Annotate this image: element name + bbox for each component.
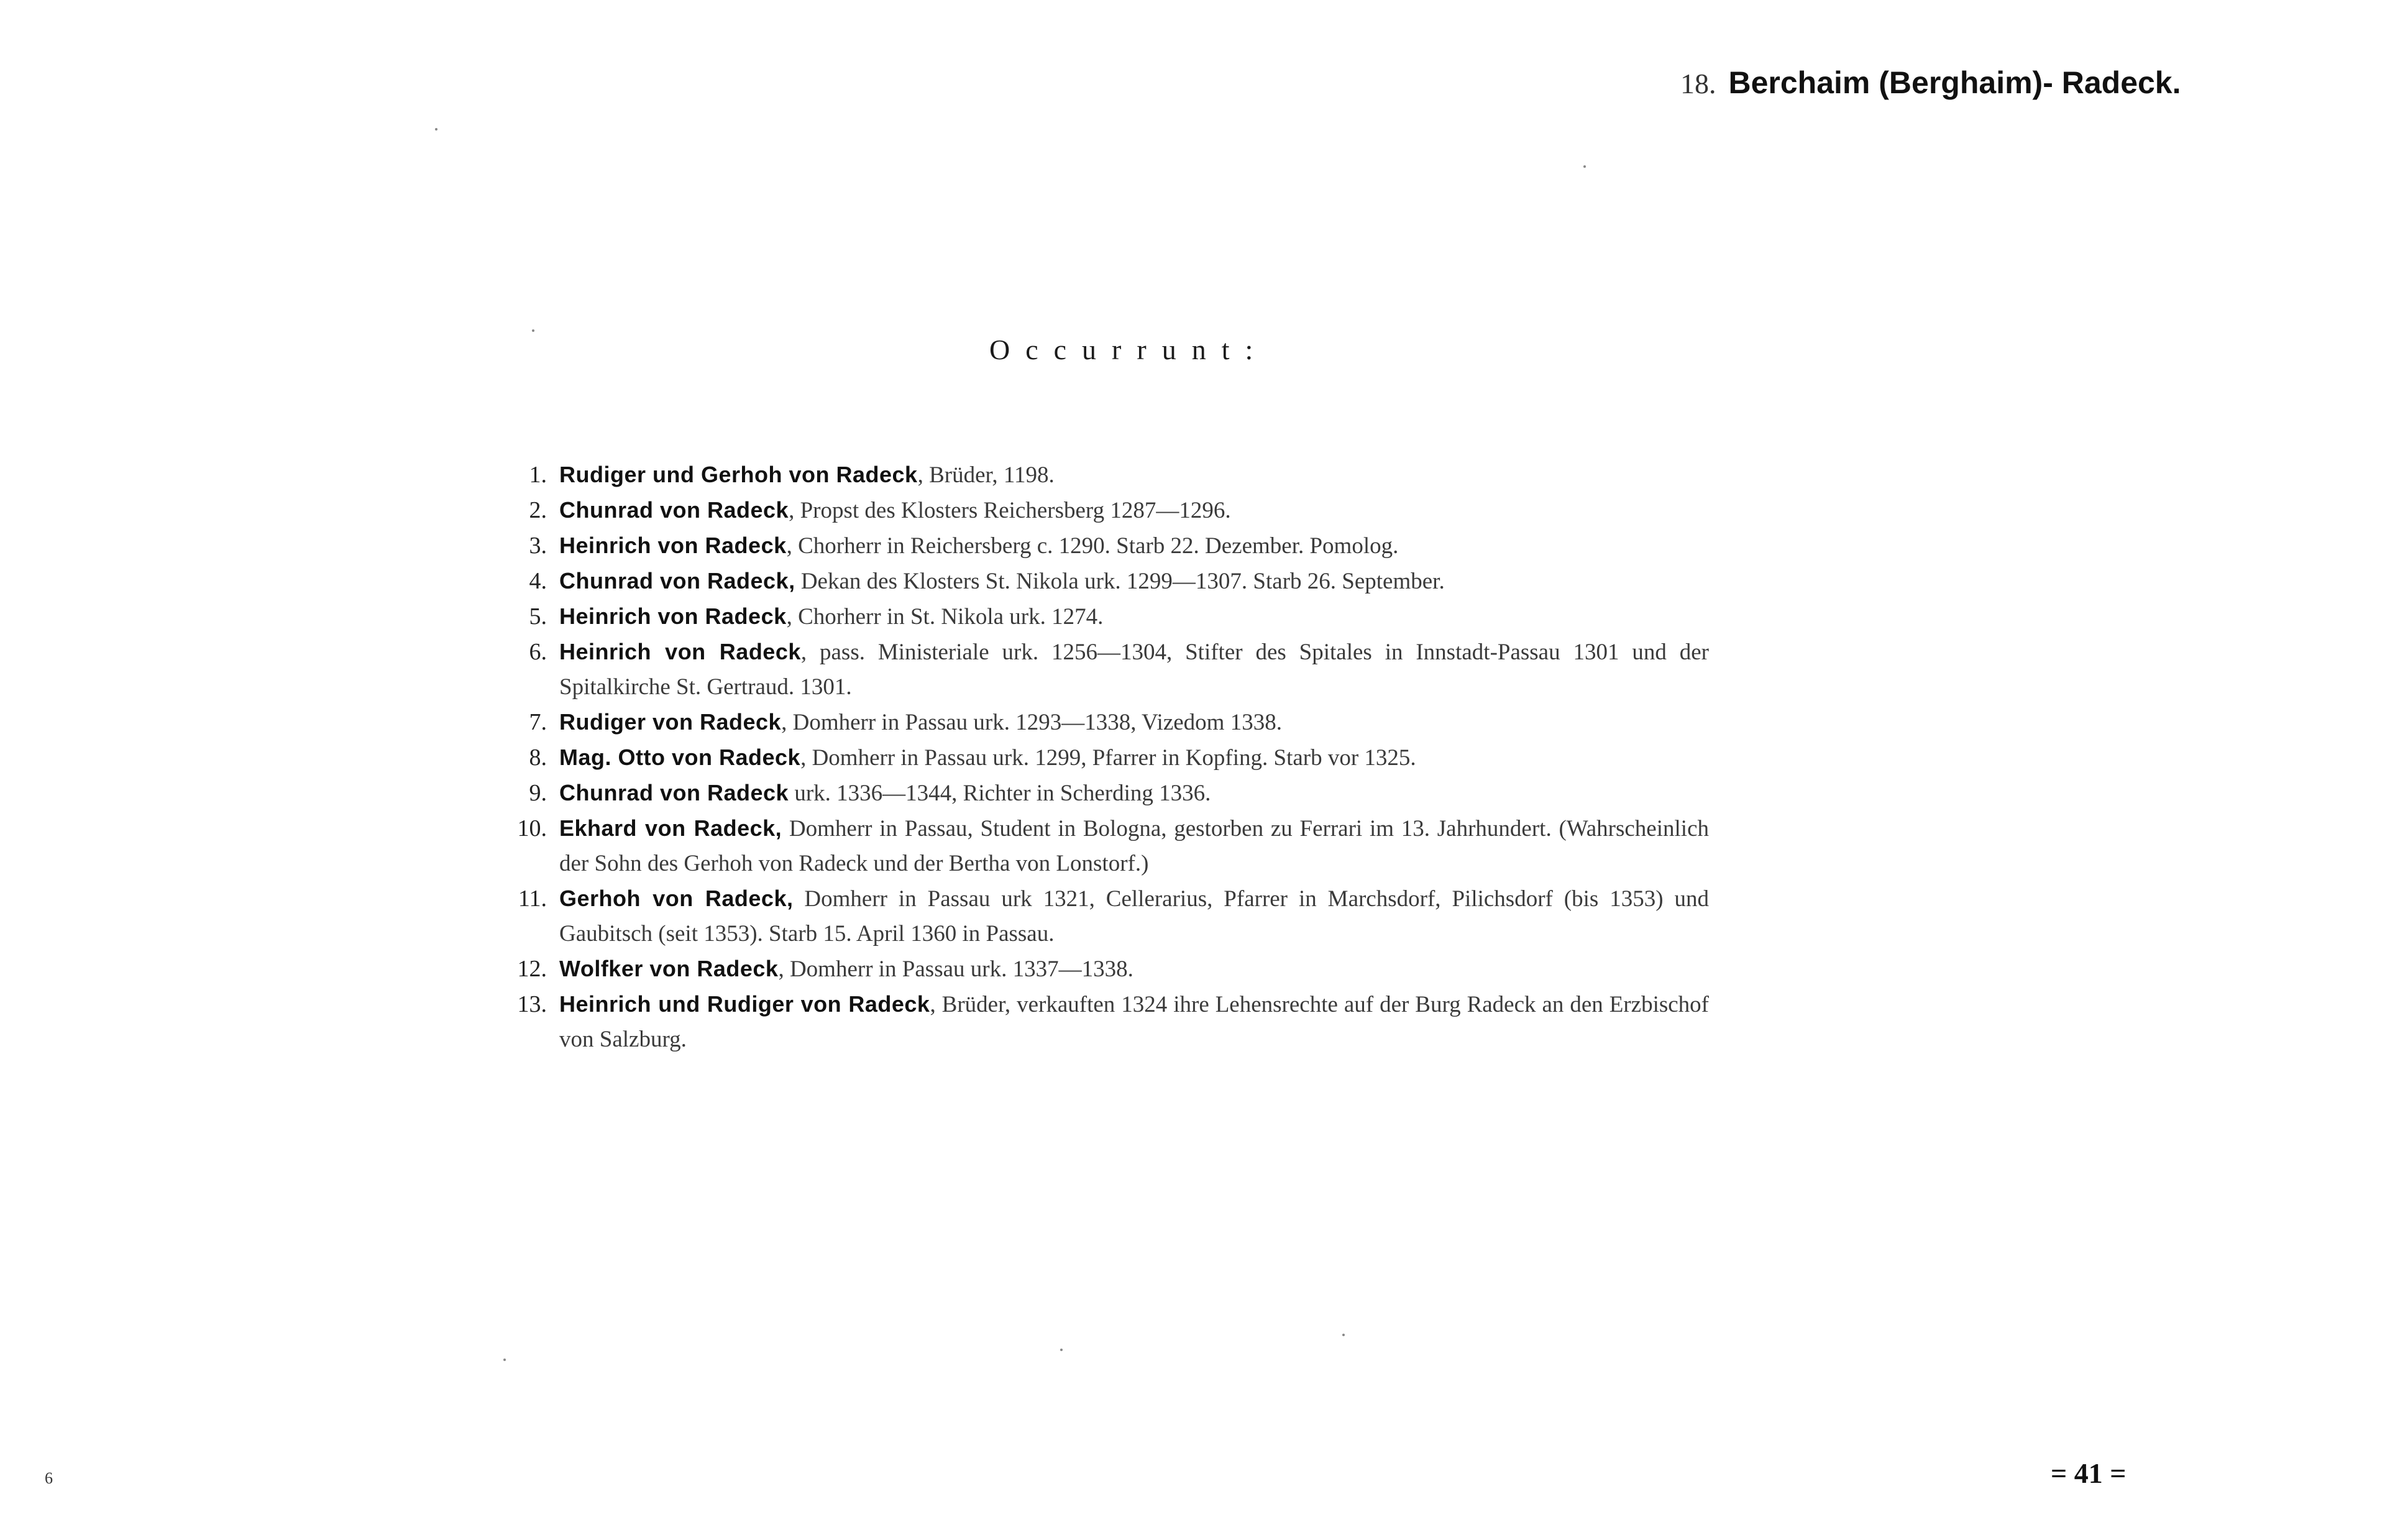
list-item xyxy=(497,951,1709,987)
scan-speck xyxy=(1583,165,1586,168)
list-item xyxy=(497,493,1709,528)
entry-description: , Domherr in Passau urk. 1293—1338, Vizedom 1338. xyxy=(781,710,1282,735)
scan-speck xyxy=(435,128,437,131)
entry-description: , Domherr in Passau urk. 1337—1338. xyxy=(778,956,1133,982)
entry-name: Chunrad von Radeck xyxy=(559,780,789,805)
entry-description: , Brüder, 1198. xyxy=(917,462,1055,488)
entry-description: , Brüder, verkauften 1324 ihre Lehensrechte auf der Burg Radeck an den Erzbischof von Salzburg. xyxy=(559,992,1709,1052)
entry-name: Ekhard von Radeck, xyxy=(559,815,782,841)
entry-name: Rudiger und Gerhoh von Radeck xyxy=(559,462,918,487)
entry-number: 3. xyxy=(529,533,547,559)
entry-number: 13. xyxy=(517,991,547,1017)
list-item xyxy=(497,811,1709,881)
entry-description: urk. 1336—1344, Richter in Scherding 1336. xyxy=(789,781,1211,806)
list-item xyxy=(497,635,1709,705)
entry-description: , Domherr in Passau urk. 1299, Pfarrer in Kopfing. Starb vor 1325. xyxy=(800,745,1416,771)
entry-description: Domherr in Passau urk 1321, Cellerarius, Pfarrer in Marchsdorf, Pilichsdorf (bis 1353) und Gaubitsch (seit 1353). Starb 15. April 1360 in Passau. xyxy=(559,886,1709,946)
entry-number: 8. xyxy=(529,745,547,771)
entry-number: 2. xyxy=(529,497,547,523)
page-number: = 41 = xyxy=(2051,1457,2127,1489)
entry-name: Heinrich von Radeck xyxy=(559,603,787,629)
entry-name: Heinrich und Rudiger von Radeck xyxy=(559,991,930,1017)
entry-number: 5. xyxy=(529,603,547,630)
entry-description: , Propst des Klosters Reichersberg 1287—1296. xyxy=(789,498,1231,523)
list-item xyxy=(497,564,1709,599)
entry-number: 10. xyxy=(517,815,547,841)
entry-number: 9. xyxy=(529,780,547,806)
list-item xyxy=(497,528,1709,564)
entry-number: 11. xyxy=(518,886,547,912)
entry-number: 1. xyxy=(529,462,547,488)
list-item xyxy=(497,740,1709,776)
entry-number: 7. xyxy=(529,709,547,735)
list-item xyxy=(497,881,1709,951)
entry-number: 12. xyxy=(517,956,547,982)
scan-speck xyxy=(503,1359,506,1361)
entry-number: 4. xyxy=(529,568,547,594)
list-item xyxy=(497,776,1709,811)
section-number: 18. xyxy=(1680,68,1716,99)
left-page-number: 6 xyxy=(45,1469,53,1487)
entry-name: Gerhoh von Radeck, xyxy=(559,886,794,911)
entry-description: Dekan des Klosters St. Nikola urk. 1299—1307. Starb 26. September. xyxy=(795,569,1445,594)
list-item xyxy=(497,987,1709,1057)
section-title: Occurrunt: xyxy=(989,334,1269,365)
entry-name: Heinrich von Radeck xyxy=(559,639,801,664)
scan-speck xyxy=(1060,1349,1063,1351)
entry-name: Heinrich von Radeck xyxy=(559,533,787,558)
entry-description: , Chorherr in Reichersberg c. 1290. Starb 22. Dezember. Pomolog. xyxy=(786,533,1399,559)
entry-name: Chunrad von Radeck, xyxy=(559,568,795,594)
entry-name: Chunrad von Radeck xyxy=(559,497,789,523)
entry-list xyxy=(497,457,1709,1057)
list-item xyxy=(497,705,1709,740)
list-item xyxy=(497,457,1709,493)
entry-number: 6. xyxy=(529,639,547,665)
page-title: Berchaim (Berghaim)- Radeck. xyxy=(1728,65,2181,100)
entry-name: Rudiger von Radeck xyxy=(559,709,782,735)
entry-description: , Chorherr in St. Nikola urk. 1274. xyxy=(786,604,1104,630)
list-item xyxy=(497,599,1709,635)
page-header xyxy=(1680,65,2302,101)
entry-description: , pass. Ministeriale urk. 1256—1304, Stifter des Spitales in Innstadt-Passau 1301 und der Spitalkirche St. Gertraud. 1301. xyxy=(559,639,1709,700)
entry-description: Domherr in Passau, Student in Bologna, gestorben zu Ferrari im 13. Jahrhundert. (Wahrscheinlich der Sohn des Gerhoh von Radeck und der Bertha von Lonstorf.) xyxy=(559,816,1709,876)
entry-name: Wolfker von Radeck xyxy=(559,956,779,981)
scan-speck xyxy=(532,329,534,332)
entry-name: Mag. Otto von Radeck xyxy=(559,745,801,770)
scan-speck xyxy=(1342,1334,1345,1336)
